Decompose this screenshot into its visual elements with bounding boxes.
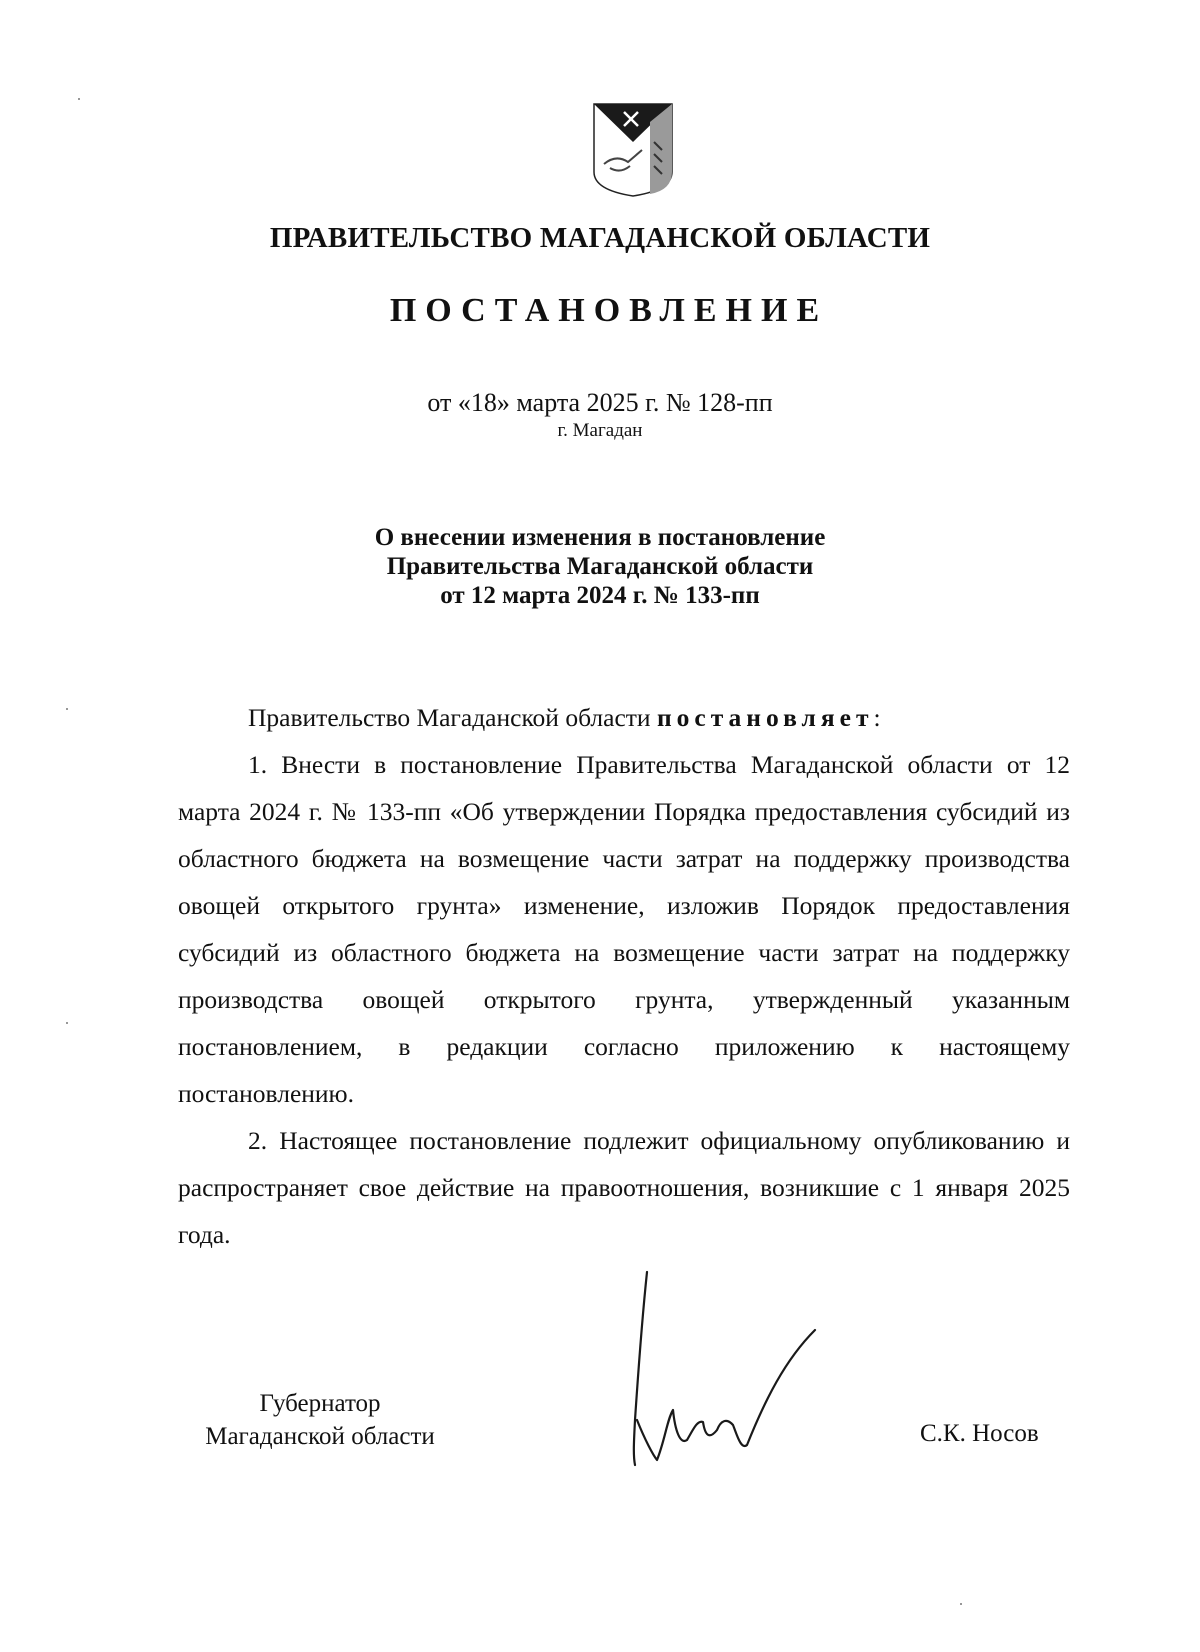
preamble-lead: Правительство Магаданской области: [248, 703, 657, 732]
signatory-name: С.К. Носов: [920, 1420, 1039, 1447]
signatory-title-line: Губернатор: [259, 1390, 381, 1417]
scan-speck: [78, 98, 80, 100]
subject-line: О внесении изменения в постановление: [374, 524, 826, 551]
scan-speck: [960, 1603, 962, 1605]
date-block: [0, 388, 1200, 442]
subject-line: от 12 марта 2024 г. № 133-пп: [440, 582, 760, 609]
handwritten-signature: [625, 1270, 825, 1470]
scan-speck: [66, 1022, 68, 1024]
signatory-title-line: Магаданской области: [205, 1423, 435, 1450]
city-line: г. Магадан: [557, 420, 643, 441]
preamble-colon: :: [873, 703, 881, 732]
document-body: [178, 694, 1070, 1258]
preamble: [178, 694, 1070, 741]
date-number-line: от «18» марта 2025 г. № 128-пп: [427, 388, 773, 417]
paragraph-1: 1. Внести в постановление Правительства Магаданской области от 12 марта 2024 г. № 133-пп «Об утверждении Порядка предоставления субсидий из областного бюджета на возмещение части затрат на поддержку производства овощей открытого грунта» изменение, изложив Порядок предоставления субсидий из областного бюджета на возмещение части затрат на поддержку производства овощей открытого грунта, утвержденный указанным постановлением, в редакции согласно приложению к настоящему постановлению.: [178, 750, 1070, 1108]
signatory-title: [180, 1387, 460, 1453]
scan-speck: [66, 708, 68, 710]
paragraph-2: 2. Настоящее постановление подлежит официальному опубликованию и распространяет свое действие на правоотношения, возникшие с 1 января 2025 года.: [178, 1126, 1070, 1249]
organization-title: ПРАВИТЕЛЬСТВО МАГАДАНСКОЙ ОБЛАСТИ: [269, 222, 931, 254]
document-type: ПОСТАНОВЛЕНИЕ: [389, 292, 829, 329]
document-subject: [0, 523, 1200, 610]
coat-of-arms-icon: [590, 102, 676, 198]
subject-line: Правительства Магаданской области: [386, 553, 814, 580]
preamble-verb: постановляет: [656, 703, 874, 732]
